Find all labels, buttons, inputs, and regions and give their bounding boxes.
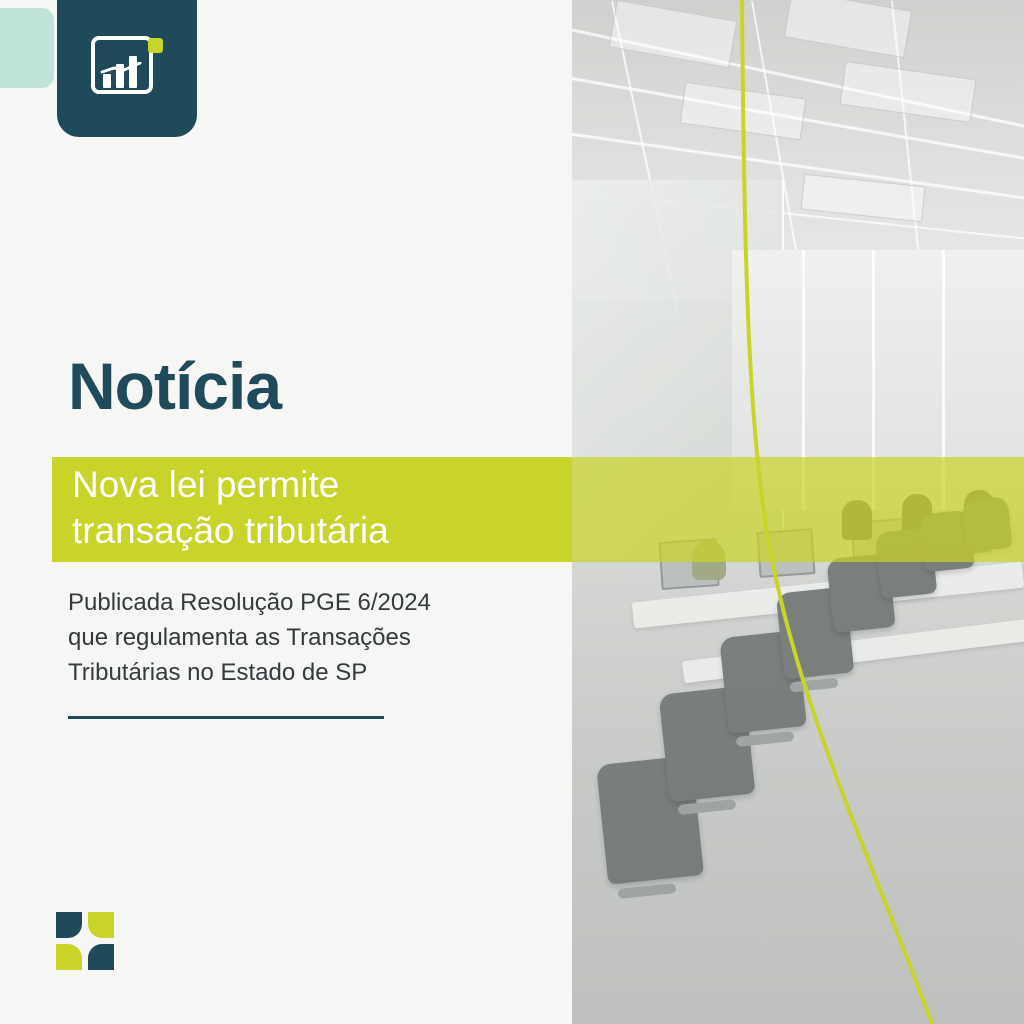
bar-chart-growth-icon [91,36,163,98]
subtitle-line-1: Publicada Resolução PGE 6/2024 [68,589,431,616]
subtitle-line-2: que regulamenta as Transações [68,623,411,651]
four-square-logo-icon [56,912,118,974]
office-interior-photo [572,0,1024,1024]
subtitle-text [68,586,508,690]
divider-rule [68,716,384,719]
brand-logo-badge [57,0,197,137]
highlight-line-1: Nova lei permite [72,464,340,505]
page-title: Notícia [68,349,282,423]
highlight-text [72,462,542,555]
mint-accent-square [0,8,54,88]
subtitle-line-3: Tributárias no Estado de SP [68,658,368,686]
highlight-band-photo-overlay [572,457,1024,562]
highlight-line-2: transação tributária [72,510,389,552]
